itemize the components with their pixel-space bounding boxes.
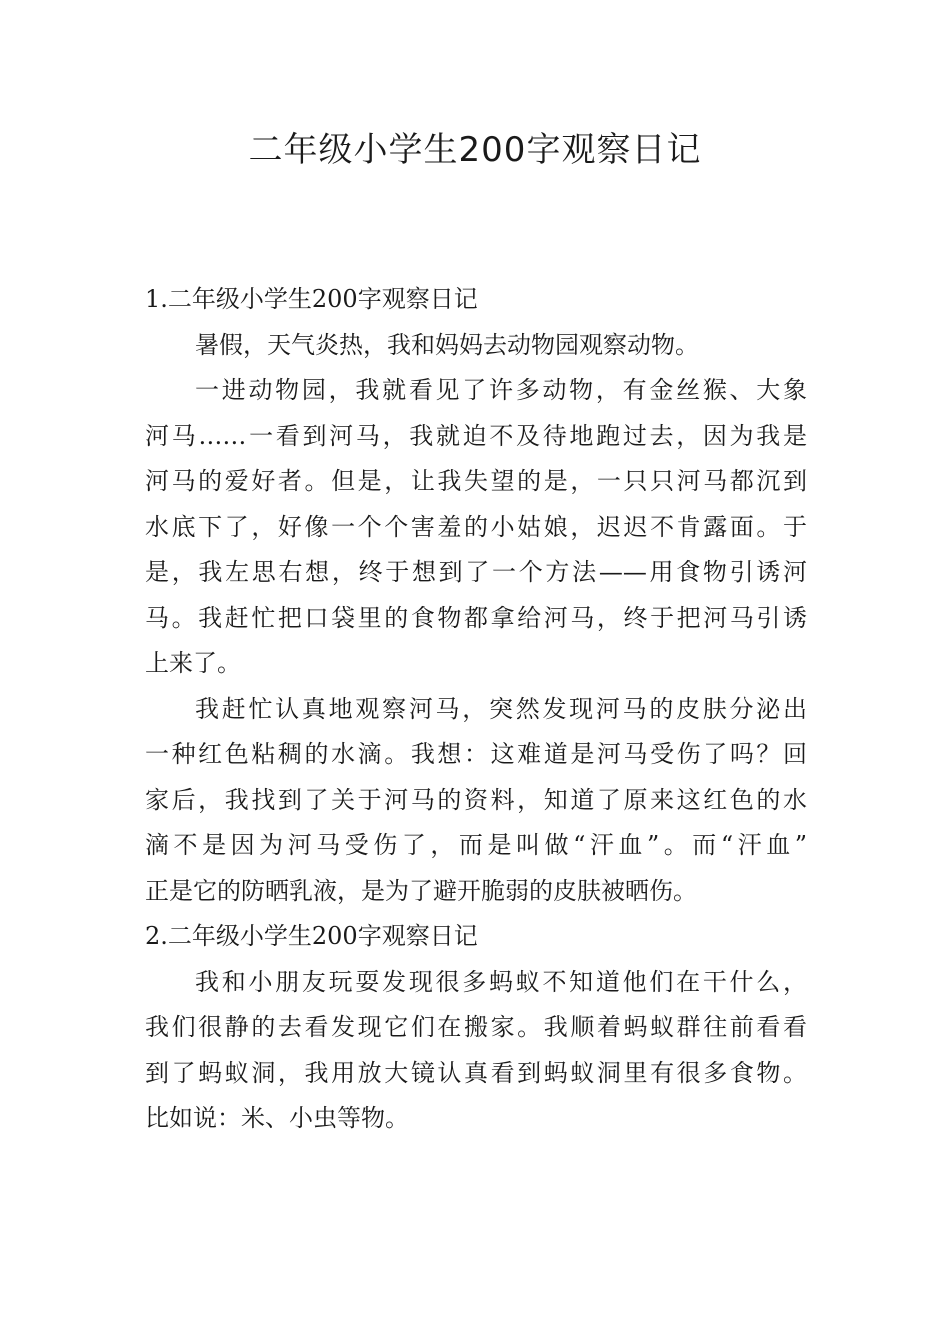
text-line: 一种红色粘稠的水滴。我想：这难道是河马受伤了吗？回 [145, 740, 807, 768]
section-heading: 2.二年级小学生200字观察日记 [145, 922, 478, 950]
section-heading: 1.二年级小学生200字观察日记 [145, 285, 478, 313]
text-line: 河马的爱好者。但是，让我失望的是，一只只河马都沉到 [145, 467, 807, 495]
text-line: 是，我左思右想，终于想到了一个方法——用食物引诱河 [145, 558, 807, 586]
text-line: 滴不是因为河马受伤了，而是叫做“汗血”。而“汗血” [145, 831, 807, 859]
text-line: 一进动物园，我就看见了许多动物，有金丝猴、大象 [195, 376, 807, 404]
text-line: 暑假，天气炎热，我和妈妈去动物园观察动物。 [195, 330, 699, 359]
paragraph [145, 687, 807, 915]
paragraph [145, 960, 807, 1142]
text-line: 我和小朋友玩耍发现很多蚂蚁不知道他们在干什么， [195, 967, 807, 996]
text-line: 家后，我找到了关于河马的资料，知道了原来这红色的水 [145, 785, 807, 814]
text-line: 河马……一看到河马，我就迫不及待地跑过去，因为我是 [145, 421, 807, 450]
text-line: 马。我赶忙把口袋里的食物都拿给河马，终于把河马引诱 [145, 603, 807, 632]
text-line: 上来了。 [145, 649, 241, 677]
document-body [145, 277, 807, 1142]
paragraph [145, 323, 807, 369]
text-line: 比如说：米、小虫等物。 [145, 1104, 409, 1132]
text-line: 正是它的防晒乳液，是为了避开脆弱的皮肤被晒伤。 [145, 876, 697, 905]
text-line: 到了蚂蚁洞，我用放大镜认真看到蚂蚁洞里有很多食物。 [145, 1058, 807, 1087]
page-title: 二年级小学生200字观察日记 [248, 130, 702, 170]
text-line: 水底下了，好像一个个害羞的小姑娘，迟迟不肯露面。于 [145, 512, 807, 541]
text-line: 我们很静的去看发现它们在搬家。我顺着蚂蚁群往前看看 [145, 1013, 807, 1041]
text-line: 我赶忙认真地观察河马，突然发现河马的皮肤分泌出 [195, 694, 807, 723]
paragraph [145, 368, 807, 687]
